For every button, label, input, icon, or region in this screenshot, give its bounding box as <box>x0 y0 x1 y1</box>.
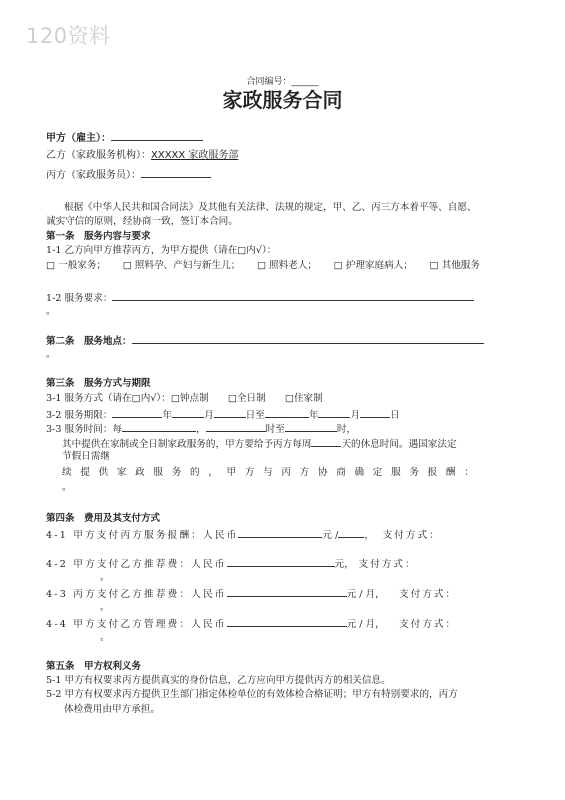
article-3-holiday: 节假日需继 <box>62 451 110 462</box>
fee-2-label: 4-2 甲方支付乙方推荐费：人民币 <box>46 559 227 570</box>
continue-char: 与 <box>263 467 273 478</box>
party-a-row <box>46 131 203 145</box>
continue-char: 提 <box>80 467 90 478</box>
continue-char: 甲 <box>226 467 237 478</box>
continue-char: 家 <box>116 467 127 478</box>
article-3-1: 3-1 服务方式（请在□内√）：□钟点制 □全日制 □住家制 <box>46 393 323 404</box>
fee-1-unit: 元 / <box>322 530 339 541</box>
option-maternity[interactable]: □ 照料孕、产妇与新生儿； <box>122 260 241 271</box>
fee-4-unit: 元 / 月， <box>346 619 380 630</box>
continue-char: 方 <box>299 467 310 478</box>
continue-char: 服 <box>391 467 401 478</box>
fee-2-unit: 元， <box>334 559 350 570</box>
hour-to-unit: 时至 <box>265 424 285 435</box>
article-2-heading: 第二条 服务地点： <box>46 336 132 347</box>
continue-char: 方 <box>244 467 255 478</box>
party-c-label: 丙方（家政服务员）： <box>46 170 141 181</box>
article-2-row <box>46 334 484 348</box>
article-5-2: 5-2 甲方有权要求丙方提供卫生部门指定体检单位的有效体检合格证明；甲方有特别要求的，丙方 <box>46 689 458 700</box>
continue-char: 丙 <box>281 467 291 478</box>
fee-4-label: 4-4 甲方支付乙方管理费：人民币 <box>46 619 227 630</box>
fee-4-dot: 。 <box>100 632 110 643</box>
article-1-end-dot: 。 <box>46 306 56 317</box>
fee-row-4 <box>46 617 457 631</box>
article-3-continue-row <box>62 467 474 479</box>
rest-days-text-2: 天的休息时间。遇国家法定 <box>341 439 457 450</box>
article-3-3 <box>46 422 356 436</box>
continue-char: 务 <box>409 467 419 478</box>
party-b-row <box>46 150 238 162</box>
comma: ， <box>196 424 206 435</box>
article-5-2-cont: 体检费用由甲方承担。 <box>64 704 160 715</box>
article-1-1: 1-1 乙方向甲方推荐丙方，为甲方提供（请在□内√）： <box>46 245 277 256</box>
continue-char: 报 <box>427 467 438 478</box>
service-requirements-label: 1-2 服务要求： <box>46 293 113 304</box>
watermark: 120资料 <box>26 24 111 48</box>
day-to-unit: 日至 <box>245 410 265 421</box>
fee-3-amount-blank[interactable] <box>227 587 347 597</box>
party-a-label: 甲方（雇主）： <box>46 133 111 144</box>
year-unit: 年 <box>162 410 173 421</box>
start-day-blank[interactable] <box>214 408 246 418</box>
fee-1-amount-blank[interactable] <box>238 528 322 538</box>
continue-char: 政 <box>135 467 145 478</box>
fee-1-payment: ， 支付方式： <box>364 530 441 541</box>
party-c-row <box>46 168 211 182</box>
continue-char: ， <box>208 467 218 478</box>
fee-1-period-blank[interactable] <box>338 528 364 538</box>
party-b-value: XXXXX 家政服务部 <box>151 150 239 161</box>
fee-row-2 <box>46 557 417 571</box>
article-2-end-dot: 。 <box>46 349 56 360</box>
article-1-heading: 第一条 服务内容与要求 <box>46 231 151 242</box>
fee-row-1 <box>46 528 514 542</box>
article-3-rest-days <box>62 437 457 451</box>
option-elderly[interactable]: □ 照料老人； <box>256 260 318 271</box>
end-day-blank[interactable] <box>360 408 390 418</box>
page-title: 家政服务合同 <box>222 88 343 112</box>
continue-char: 续 <box>62 467 72 478</box>
fee-4-payment: 支付方式： <box>399 619 458 630</box>
service-period-label: 3-2 服务期限： <box>46 410 113 421</box>
continue-char: 定 <box>372 467 383 478</box>
fee-3-unit: 元 / 月， <box>346 589 380 600</box>
fee-2-payment: 支付方式： <box>358 559 417 570</box>
continue-char: 供 <box>98 467 109 478</box>
year-unit-2: 年 <box>308 410 319 421</box>
month-unit-2: 月 <box>350 410 361 421</box>
contract-number: 合同编号：______ <box>246 77 319 87</box>
article-3-heading: 第三条 服务方式与期限 <box>46 378 151 389</box>
continue-char: 商 <box>336 467 346 478</box>
end-hour-blank[interactable] <box>285 422 337 432</box>
article-3-end-dot: 。 <box>62 482 72 493</box>
start-hour-blank[interactable] <box>206 422 266 432</box>
article-4-heading: 第四条 费用及其支付方式 <box>46 513 161 524</box>
option-other[interactable]: □ 其他服务 <box>429 260 480 271</box>
intro-line-1: 根据《中华人民共和国合同法》及其他有关法律、法规的规定，甲、乙、丙三方本着平等、自愿、 <box>64 202 477 213</box>
continue-char: 服 <box>153 467 163 478</box>
rest-days-text: 其中提供在家制或全日制家政服务的，甲方要给予丙方每周 <box>62 439 312 450</box>
service-day-blank[interactable] <box>122 422 196 432</box>
fee-3-dot: 。 <box>100 602 110 613</box>
party-c-blank[interactable] <box>141 168 211 178</box>
article-3-2 <box>46 408 400 422</box>
continue-char: 务 <box>171 467 182 478</box>
fee-3-payment: 支付方式： <box>399 589 458 600</box>
continue-char: 的 <box>189 467 200 478</box>
fee-4-amount-blank[interactable] <box>227 617 347 627</box>
article-1-2 <box>46 291 474 305</box>
end-month-blank[interactable] <box>318 408 350 418</box>
party-a-blank[interactable] <box>111 131 203 141</box>
rest-days-blank[interactable] <box>311 437 341 447</box>
fee-1-label: 4-1 甲方支付丙方服务报酬：人民币 <box>46 530 239 541</box>
service-requirements-blank[interactable] <box>112 291 474 301</box>
continue-char: 酬 <box>445 467 456 478</box>
fee-2-dot: 。 <box>100 572 110 583</box>
end-year-blank[interactable] <box>265 408 309 418</box>
continue-char: 协 <box>317 467 328 478</box>
start-month-blank[interactable] <box>172 408 204 418</box>
service-time-label: 3-3 服务时间：每 <box>46 424 123 435</box>
day-unit-2: 日 <box>390 410 400 421</box>
article-5-heading: 第五条 甲方权利义务 <box>46 661 142 672</box>
continue-char: ： <box>464 467 474 478</box>
month-unit: 月 <box>204 410 214 421</box>
fee-2-amount-blank[interactable] <box>227 557 335 567</box>
option-housework[interactable]: □ 一般家务； <box>46 260 107 271</box>
article-5-1: 5-1 甲方有权要求丙方提供真实的身份信息，乙方应向甲方提供丙方的相关信息。 <box>46 675 391 686</box>
service-options <box>46 260 480 272</box>
option-patient[interactable]: □ 护理家庭病人； <box>333 260 413 271</box>
continue-char: 确 <box>354 467 365 478</box>
service-location-blank[interactable] <box>132 334 484 344</box>
start-year-blank[interactable] <box>112 408 162 418</box>
hour-unit: 时， <box>336 424 357 435</box>
fee-3-label: 4-3 丙方支付乙方推荐费：人民币 <box>46 589 227 600</box>
party-b-label: 乙方（家政服务机构）： <box>46 150 151 161</box>
fee-row-3 <box>46 587 457 601</box>
intro-line-2: 诚实守信的原则，经协商一致，签订本合同。 <box>46 216 238 227</box>
